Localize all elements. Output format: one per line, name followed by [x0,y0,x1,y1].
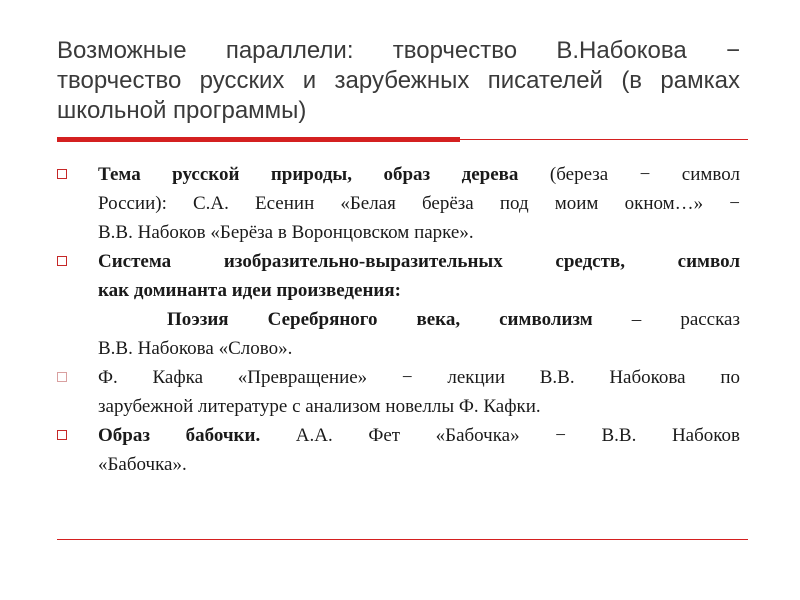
item-text: А.А. Фет «Бабочка» − В.В. Набоков [260,425,740,446]
item-line: России): С.А. Есенин «Белая берёза под моим окном…» − [98,193,740,214]
item-line [98,421,740,450]
title-line-2: творчество русских и зарубежных писателей (в рамках [57,67,740,94]
bullet-list [57,160,740,479]
square-bullet-icon [57,430,67,440]
item-line: В.В. Набоков «Берёза в Воронцовском парке». [98,222,474,243]
slide-title [57,36,740,126]
square-bullet-icon [57,256,67,266]
square-bullet-icon [57,169,67,179]
item-text: – рассказ [592,309,740,330]
list-item [57,247,740,363]
item-text: (береза − символ [518,164,740,185]
item-line: «Бабочка». [98,454,187,475]
square-bullet-icon [57,372,67,382]
item-line: В.В. Набокова «Слово». [98,338,293,359]
item-line [98,160,740,189]
list-item [57,421,740,479]
title-line-3: школьной программы) [57,97,307,124]
list-item [57,160,740,247]
title-line-1: Возможные параллели: творчество В.Набокова − [57,37,740,64]
title-underline-thin [460,139,748,140]
title-underline-thick [57,137,460,142]
item-line: Ф. Кафка «Превращение» − лекции В.В. Набокова по [98,367,740,388]
list-item [57,363,740,421]
item-bold-text: Поэзия Серебряного века, символизм [167,309,593,330]
item-bold-text: Образ бабочки. [98,425,261,446]
item-line: зарубежной литературе с анализом новеллы Ф. Кафки. [98,396,541,417]
footer-rule [57,539,748,540]
item-line [98,305,740,334]
item-line: Система изобразительно-выразительных средств, символ [98,251,740,272]
item-bold-text: Тема русской природы, образ дерева [98,164,519,185]
item-line: как доминанта идеи произведения: [98,280,401,301]
